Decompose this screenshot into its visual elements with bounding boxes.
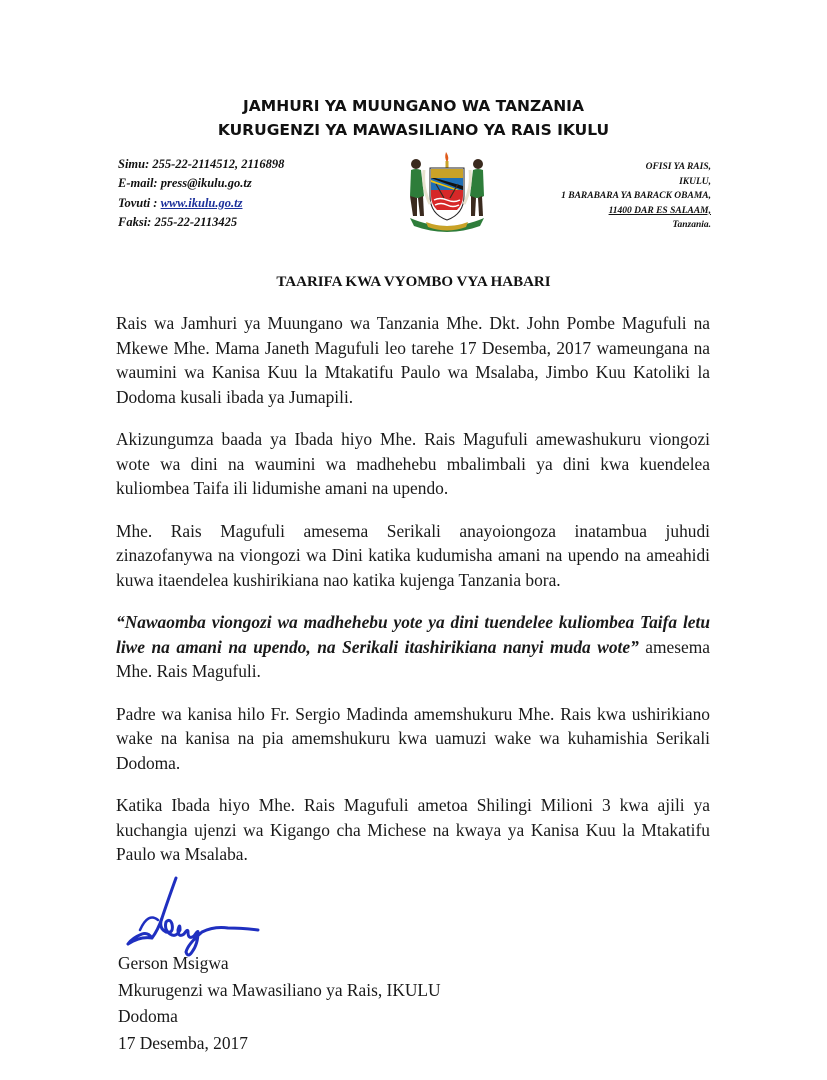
signoff-place: Dodoma: [118, 1006, 178, 1026]
paragraph-6: Katika Ibada hiyo Mhe. Rais Magufuli ametoa Shilingi Milioni 3 kwa ajili ya kuchangia ujenzi wa Kigango cha Michese na kwaya ya Kanisa Kuu la Mtakatifu Paulo wa Msalaba.: [116, 795, 710, 864]
address-block: [561, 160, 711, 233]
paragraph-4: [116, 610, 710, 684]
signoff-date: 17 Desemba, 2017: [118, 1032, 248, 1053]
handwritten-signature: [118, 872, 268, 962]
letterhead-line-2: KURUGENZI YA MAWASILIANO YA RAIS IKULU: [217, 121, 610, 139]
document-title: TAARIFA KWA VYOMBO VYA HABARI: [276, 274, 551, 290]
address-line-1: OFISI YA RAIS,: [645, 162, 711, 172]
paragraph-5: Padre wa kanisa hilo Fr. Sergio Madinda amemshukuru Mhe. Rais kwa ushirikiano wake na kanisa na pia amemshukuru kwa uamuzi wake wa kuhamishia Serikali Dodoma.: [116, 703, 710, 773]
president-quote: “Nawaomba viongozi wa madhehebu yote ya dini tuendelee kuliombea Taifa letu liwe na amani na upendo, na Serikali itashirikiana nanyi muda wote”: [116, 612, 710, 657]
signoff-block: [118, 950, 441, 1056]
quote-attribution: amesema Mhe. Rais Magufuli.: [116, 636, 710, 681]
signatory-name: Gerson Msigwa: [118, 953, 229, 973]
contact-block: [118, 155, 284, 232]
address-line-5: Tanzania.: [672, 220, 711, 231]
fax-line: Faksi: 255-22-2113425: [118, 214, 238, 229]
phone-line: Simu: 255-22-2114512, 2116898: [118, 157, 285, 171]
coat-of-arms-icon: [400, 148, 494, 232]
press-release-body: [116, 311, 710, 885]
paragraph-1: Rais wa Jamhuri ya Muungano wa Tanzania Mhe. Dkt. John Pombe Magufuli na Mkewe Mhe. Mama Janeth Magufuli leo tarehe 17 Desemba, 2017 wameungana na waumini wa Kanisa Kuu la Mtakatifu Paulo wa Msalaba, Jimbo Kuu Katoliki la Dodoma kusali ibada ya Jumapili.: [116, 313, 710, 407]
signatory-position: Mkurugenzi wa Mawasiliano ya Rais, IKULU: [118, 979, 441, 1000]
address-line-4: 11400 DAR ES SALAAM,: [608, 205, 711, 216]
website-link[interactable]: www.ikulu.go.tz: [160, 195, 243, 210]
letterhead-line-1: JAMHURI YA MUUNGANO WA TANZANIA: [243, 97, 584, 115]
address-line-3: 1 BARABARA YA BARACK OBAMA,: [561, 191, 711, 202]
address-line-2: IKULU,: [679, 176, 711, 187]
paragraph-2: Akizungumza baada ya Ibada hiyo Mhe. Rais Magufuli amewashukuru viongozi wote wa dini na waumini wa madhehebu mbalimbali ya dini kwa kuendelea kuliombea Taifa ili lidumishe amani na upendo.: [116, 429, 710, 498]
website-label: Tovuti :: [118, 195, 161, 210]
website-line: [118, 194, 284, 213]
letterhead: [0, 94, 827, 142]
email-line: E-mail: press@ikulu.go.tz: [118, 176, 252, 191]
paragraph-3: Mhe. Rais Magufuli amesema Serikali anayoiongoza inatambua juhudi zinazofanywa na viongozi wa Dini katika kudumisha amani na upendo na ameahidi kuwa itaendelea kushirikiana nao katika kujenga Tanzania bora.: [116, 520, 710, 590]
